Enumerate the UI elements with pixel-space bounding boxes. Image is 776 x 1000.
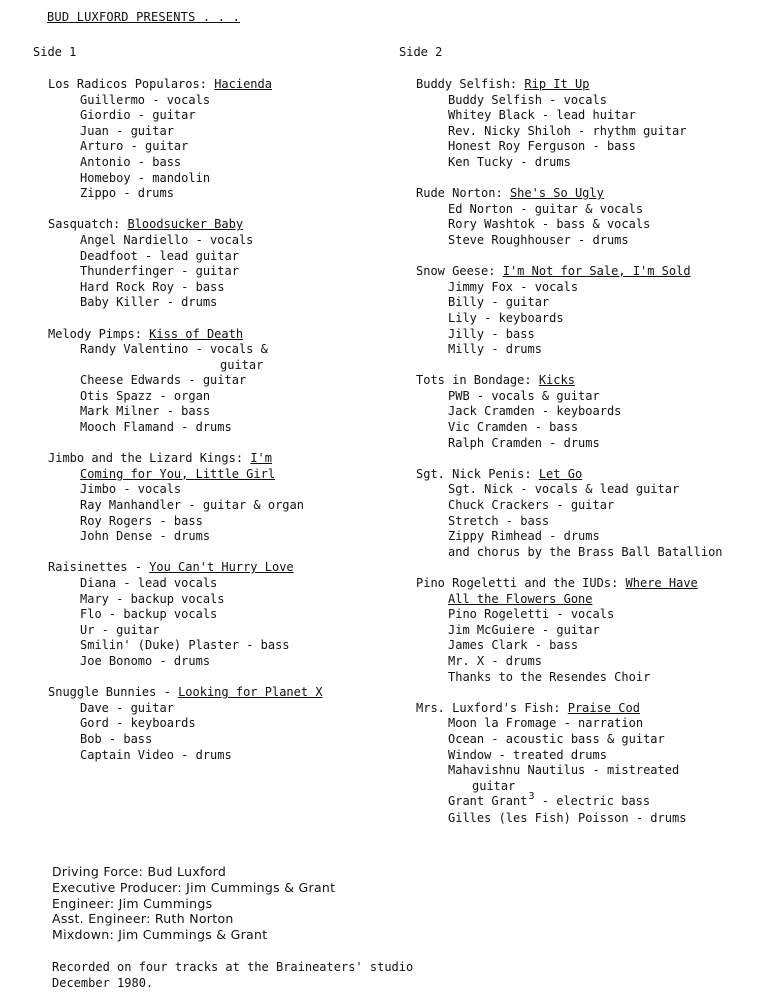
credit-line: Driving Force: Bud Luxford	[52, 864, 227, 879]
member-line: Dave - guitar	[80, 700, 174, 715]
track-heading	[416, 77, 760, 93]
band-name: Rude Norton:	[416, 186, 503, 201]
member-line: Juan - guitar	[80, 123, 174, 138]
track-block	[48, 327, 384, 436]
member-line: Jimbo - vocals	[80, 482, 182, 497]
track-block	[416, 373, 760, 451]
member-line: Otis Spazz - organ	[80, 388, 211, 403]
member-line: Sgt. Nick - vocals & lead guitar	[448, 482, 680, 497]
track-heading	[416, 701, 760, 717]
track-heading	[416, 576, 760, 592]
member-line: Baby Killer - drums	[80, 295, 218, 310]
band-name: Mrs. Luxford's Fish:	[416, 700, 561, 715]
member-line: Billy - guitar	[448, 295, 550, 310]
band-name: Buddy Selfish:	[416, 77, 518, 91]
band-name: Los Radicos Popularos:	[48, 77, 207, 91]
member-line: Zippo - drums	[80, 186, 174, 201]
member-text-continued: guitar	[220, 357, 264, 372]
member-line: Moon la Fromage - narration	[448, 716, 644, 731]
track-heading	[48, 217, 384, 233]
member-line: Thanks to the Resendes Choir	[448, 669, 651, 684]
song-title: You Can't Hurry Love	[149, 560, 294, 575]
member-line: Vic Cramden - bass	[448, 420, 579, 435]
member-line: Window - treated drums	[448, 747, 607, 762]
track-block	[48, 451, 384, 545]
band-name: Sgt. Nick Penis:	[416, 466, 532, 481]
member-role: - electric bass	[541, 794, 651, 809]
song-title: Hacienda	[214, 77, 272, 91]
track-block	[48, 217, 384, 311]
member-line: Homeboy - mandolin	[80, 170, 211, 185]
member-line	[48, 342, 384, 373]
member-line: Whitey Black - lead huitar	[448, 108, 636, 123]
track-heading	[48, 77, 384, 93]
track-block	[48, 685, 384, 763]
song-title: Kicks	[538, 373, 575, 388]
recording-line: Recorded on four tracks at the Braineaters' studio	[52, 960, 414, 974]
recording-line: December 1980.	[52, 975, 154, 990]
member-line: Giordio - guitar	[80, 108, 196, 123]
member-line: Mark Milner - bass	[80, 404, 211, 419]
page-title: BUD LUXFORD PRESENTS . . .	[47, 10, 241, 24]
credit-line: Executive Producer: Jim Cummings & Grant	[52, 879, 336, 895]
member-line: Bob - bass	[80, 731, 153, 746]
member-line: and chorus by the Brass Ball Batallion	[448, 544, 723, 559]
member-text: Randy Valentino - vocals &	[80, 342, 268, 357]
member-line: Ray Manhandler - guitar & organ	[80, 498, 304, 513]
member-line: Mooch Flamand - drums	[80, 420, 232, 435]
song-title-continued	[48, 467, 384, 483]
band-name: Melody Pimps:	[48, 326, 142, 341]
track-block	[416, 186, 760, 248]
band-name: Snow Geese:	[416, 264, 496, 279]
band-name: Jimbo and the Lizard Kings:	[48, 451, 244, 466]
member-line: Zippy Rimhead - drums	[448, 529, 600, 544]
member-line: Pino Rogeletti - vocals	[448, 607, 615, 622]
side-1-label: Side 1	[33, 45, 77, 59]
member-line: John Dense - drums	[80, 529, 211, 544]
member-line: Chuck Crackers - guitar	[448, 498, 615, 513]
member-line: Ralph Cramden - drums	[448, 435, 600, 450]
member-line: Guillermo - vocals	[80, 92, 211, 107]
member-line: Diana - lead vocals	[80, 576, 218, 590]
band-name: Raisinettes -	[48, 560, 142, 575]
member-line: Jilly - bass	[448, 326, 535, 341]
member-line: Honest Roy Ferguson - bass	[448, 139, 636, 154]
member-name: Grant Grant	[448, 794, 528, 809]
member-line: Rory Washtok - bass & vocals	[448, 217, 651, 232]
member-line: Hard Rock Roy - bass	[80, 279, 225, 294]
song-title: All the Flowers Gone	[448, 591, 593, 606]
member-line: Angel Nardiello - vocals	[80, 232, 254, 247]
member-line: Cheese Edwards - guitar	[80, 373, 247, 388]
member-line: Smilin' (Duke) Plaster - bass	[80, 638, 290, 653]
member-line: Milly - drums	[448, 342, 542, 357]
track-heading	[48, 685, 384, 701]
song-title-continued	[416, 592, 760, 608]
member-text-continued: guitar	[472, 778, 516, 793]
production-credits	[52, 864, 335, 943]
band-name: Sasquatch:	[48, 217, 121, 232]
band-name: Snuggle Bunnies -	[48, 685, 171, 700]
song-title: Praise Cod	[567, 700, 640, 715]
side-2-label: Side 2	[399, 45, 443, 59]
side-2-column	[416, 77, 760, 842]
track-heading	[416, 264, 760, 280]
track-heading	[416, 373, 760, 389]
side-1-column	[48, 77, 384, 779]
member-line: Stretch - bass	[448, 513, 550, 528]
track-block	[416, 264, 760, 358]
song-title: Bloodsucker Baby	[127, 217, 244, 232]
member-line: Jim McGuiere - guitar	[448, 622, 600, 637]
track-block	[48, 77, 384, 202]
song-title: Where Have	[625, 576, 698, 590]
recording-note	[52, 960, 413, 991]
credit-line: Mixdown: Jim Cummings & Grant	[52, 927, 268, 943]
song-title: I'm	[250, 451, 272, 466]
superscript-mark: 3	[528, 791, 535, 803]
member-line: Jack Cramden - keyboards	[448, 404, 622, 419]
member-line: Ocean - acoustic bass & guitar	[448, 731, 665, 746]
member-line: Steve Roughhouser - drums	[448, 232, 629, 247]
credit-line: Asst. Engineer: Ruth Norton	[52, 911, 234, 927]
member-line: Roy Rogers - bass	[80, 513, 203, 528]
song-title: I'm Not for Sale, I'm Sold	[502, 264, 691, 279]
song-title: Let Go	[538, 466, 583, 481]
member-line: Jimmy Fox - vocals	[448, 279, 579, 294]
track-block	[416, 701, 760, 827]
song-title: Looking for Planet X	[178, 685, 323, 700]
track-block	[48, 560, 384, 669]
member-line: Ur - guitar	[80, 622, 160, 637]
member-line: Arturo - guitar	[80, 139, 189, 154]
member-line: Gord - keyboards	[80, 716, 196, 731]
band-name: Pino Rogeletti and the IUDs:	[416, 576, 619, 590]
track-heading	[48, 327, 384, 343]
member-line: Deadfoot - lead guitar	[80, 248, 239, 263]
track-heading	[48, 451, 384, 467]
member-line: Mr. X - drums	[448, 653, 542, 668]
track-block	[416, 77, 760, 171]
song-title: Rip It Up	[524, 77, 590, 91]
member-line: Antonio - bass	[80, 154, 182, 169]
track-heading	[48, 560, 384, 576]
track-heading	[416, 467, 760, 483]
member-line: Thunderfinger - guitar	[80, 264, 239, 279]
track-heading	[416, 186, 760, 202]
member-line	[416, 763, 760, 794]
track-block	[416, 576, 760, 685]
song-title: Coming for You, Little Girl	[80, 466, 276, 481]
song-title: She's So Ugly	[509, 186, 604, 201]
credit-line: Engineer: Jim Cummings	[52, 895, 213, 911]
song-title: Kiss of Death	[149, 326, 244, 341]
member-line: Mary - backup vocals	[80, 591, 225, 606]
member-line: James Clark - bass	[448, 638, 579, 653]
member-line: Captain Video - drums	[80, 747, 232, 762]
band-name: Tots in Bondage:	[416, 373, 532, 388]
member-line: Ken Tucky - drums	[448, 154, 571, 169]
member-line: Buddy Selfish - vocals	[448, 92, 607, 107]
member-line: Lily - keyboards	[448, 310, 564, 325]
member-line: Joe Bonomo - drums	[80, 653, 211, 668]
member-line: Ed Norton - guitar & vocals	[448, 201, 644, 216]
member-line: PWB - vocals & guitar	[448, 388, 600, 403]
member-line: Rev. Nicky Shiloh - rhythm guitar	[448, 123, 687, 138]
member-line: Gilles (les Fish) Poisson - drums	[448, 810, 687, 825]
member-line: Flo - backup vocals	[80, 607, 218, 622]
track-block	[416, 467, 760, 561]
member-text: Mahavishnu Nautilus - mistreated	[448, 763, 680, 778]
member-line	[416, 791, 760, 811]
